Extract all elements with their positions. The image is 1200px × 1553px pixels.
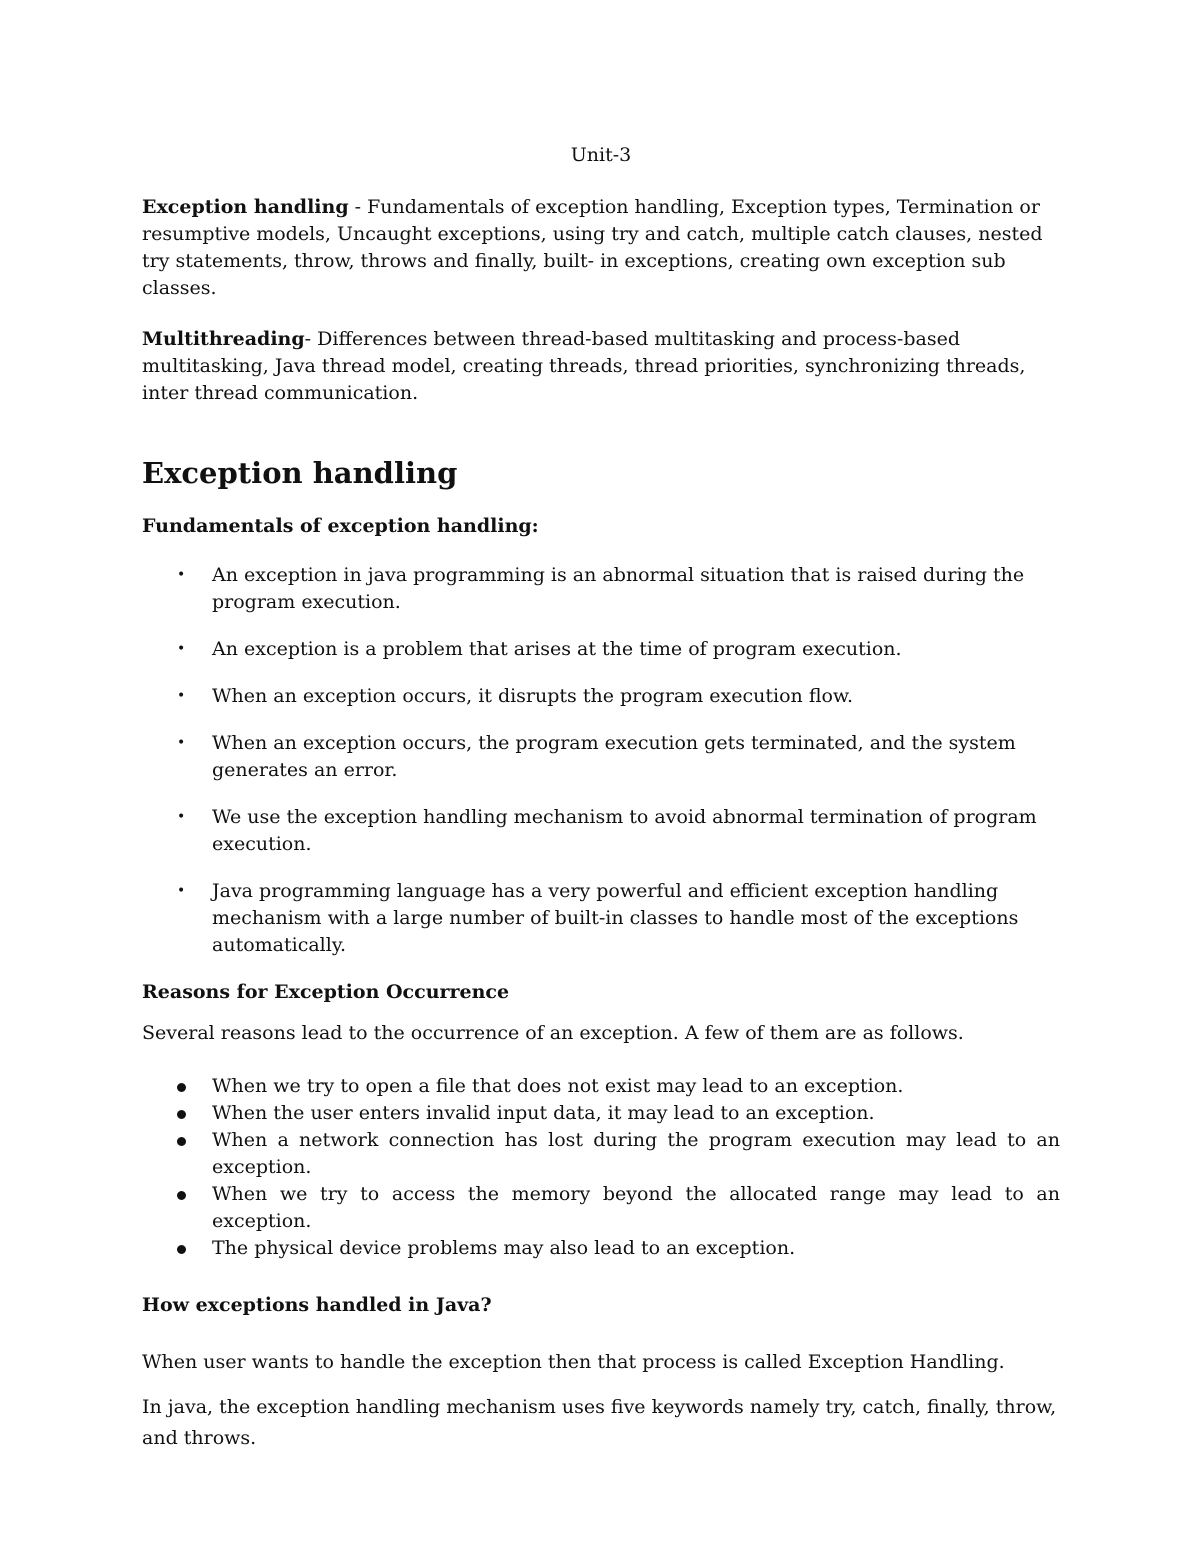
document-page xyxy=(142,140,1060,1478)
disc-bullet-icon xyxy=(177,1245,186,1254)
list-item-text: Java programming language has a very powerful and efficient exception handling mechanism with a large number of built-in classes to handle most of the exceptions automatically. xyxy=(212,880,1019,956)
how-handled-heading: How exceptions handled in Java? xyxy=(142,1294,492,1316)
disc-bullet-icon xyxy=(177,1110,186,1119)
how-handled-paragraph-1: When user wants to handle the exception then that process is called Exception Handling. xyxy=(142,1351,1005,1373)
list-item xyxy=(142,1181,1060,1235)
fundamentals-list xyxy=(142,562,1060,959)
bullet-icon: • xyxy=(177,567,186,583)
reasons-list xyxy=(142,1073,1060,1262)
syllabus-multithreading-text: - Differences between thread-based multitasking and process-based multitasking, Java thread model, creating threads, thread priorities, synchronizing threads, inter thread communication. xyxy=(142,328,1026,404)
syllabus-multithreading-paragraph xyxy=(142,326,1060,407)
list-item xyxy=(142,1127,1060,1181)
list-item xyxy=(142,562,1060,616)
list-item xyxy=(142,804,1060,858)
how-handled-paragraph-2: In java, the exception handling mechanism uses five keywords namely try, catch, finally, throw, and throws. xyxy=(142,1396,1057,1449)
list-item xyxy=(142,1235,1060,1262)
disc-bullet-icon xyxy=(177,1137,186,1146)
list-item xyxy=(142,1073,1060,1100)
list-item-text: An exception is a problem that arises at the time of program execution. xyxy=(212,638,902,660)
bullet-icon: • xyxy=(177,883,186,899)
list-item-text: When an exception occurs, the program execution gets terminated, and the system generates an error. xyxy=(212,732,1016,781)
list-item xyxy=(142,683,1060,710)
list-item xyxy=(142,636,1060,663)
disc-bullet-icon xyxy=(177,1191,186,1200)
syllabus-exception-text: - Fundamentals of exception handling, Exception types, Termination or resumptive models, Uncaught exceptions, using try and catch, multiple catch clauses, nested try statements, throw, throws and finally, built- in exceptions, creating own exception sub classes. xyxy=(142,196,1043,299)
bullet-icon: • xyxy=(177,809,186,825)
bullet-icon: • xyxy=(177,735,186,751)
section-heading: Exception handling xyxy=(142,456,458,490)
list-item-text: When we try to open a file that does not exist may lead to an exception. xyxy=(212,1075,904,1097)
syllabus-exception-label: Exception handling xyxy=(142,196,349,218)
list-item xyxy=(142,878,1060,959)
list-item-text: We use the exception handling mechanism to avoid abnormal termination of program execution. xyxy=(212,806,1037,855)
reasons-heading: Reasons for Exception Occurrence xyxy=(142,981,510,1003)
list-item-text: When we try to access the memory beyond the allocated range may lead to an exception. xyxy=(212,1183,1060,1232)
list-item-text: An exception in java programming is an abnormal situation that is raised during the program execution. xyxy=(212,564,1025,613)
syllabus-exception-paragraph xyxy=(142,194,1060,302)
list-item xyxy=(142,1100,1060,1127)
list-item-text: When an exception occurs, it disrupts the program execution flow. xyxy=(212,685,853,707)
fundamentals-heading: Fundamentals of exception handling: xyxy=(142,515,539,537)
list-item xyxy=(142,730,1060,784)
reasons-intro: Several reasons lead to the occurrence of an exception. A few of them are as follows. xyxy=(142,1022,964,1044)
bullet-icon: • xyxy=(177,688,186,704)
list-item-text: When the user enters invalid input data, it may lead to an exception. xyxy=(212,1102,875,1124)
list-item-text: When a network connection has lost during the program execution may lead to an exception. xyxy=(212,1129,1060,1178)
disc-bullet-icon xyxy=(177,1083,186,1092)
syllabus-multithreading-label: Multithreading xyxy=(142,328,305,350)
unit-title: Unit-3 xyxy=(570,144,632,166)
bullet-icon: • xyxy=(177,641,186,657)
list-item-text: The physical device problems may also lead to an exception. xyxy=(212,1237,796,1259)
